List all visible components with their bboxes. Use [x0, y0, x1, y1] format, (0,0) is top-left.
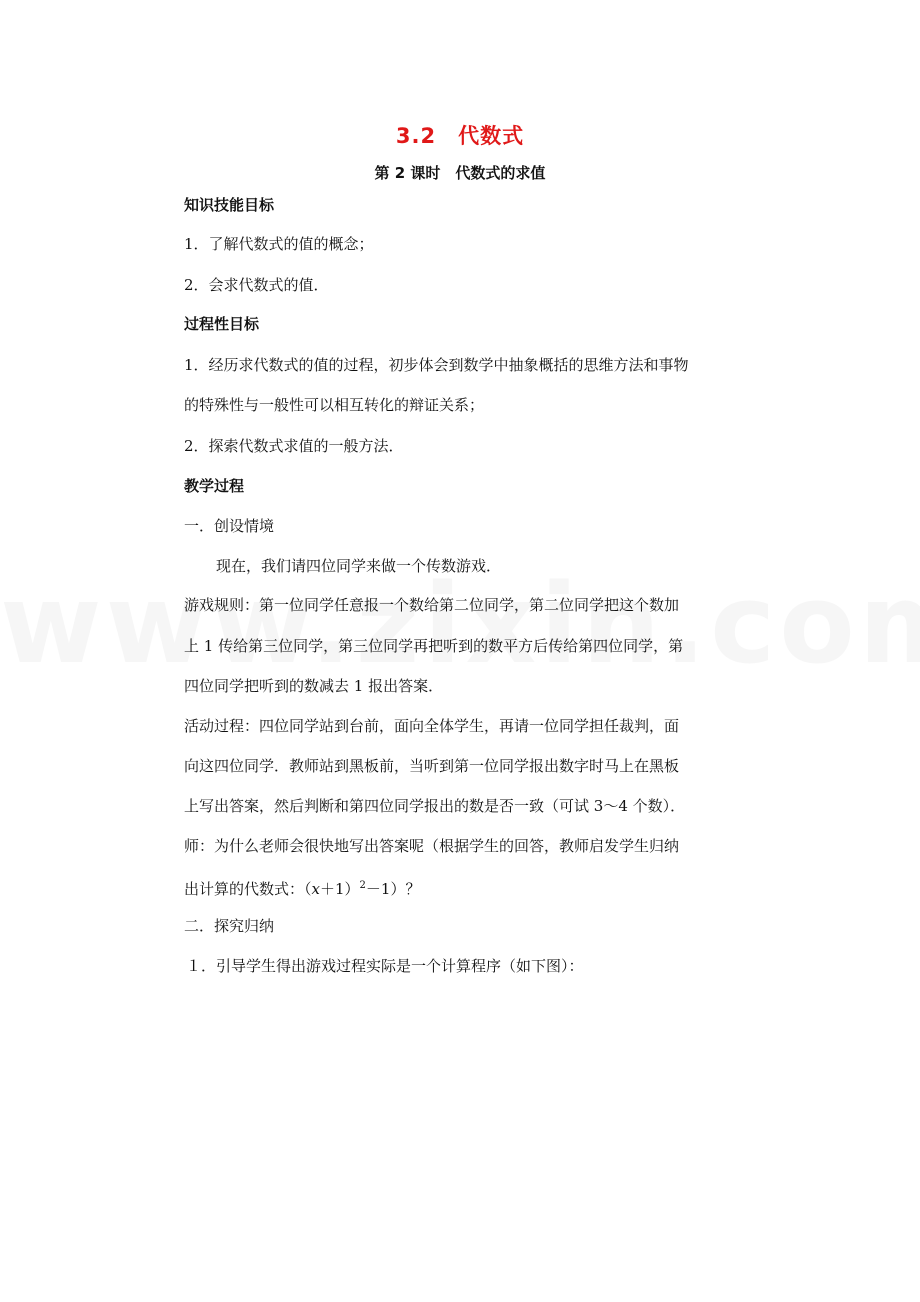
- teacher-line-1: 师：为什么老师会很快地写出答案呢（根据学生的回答，教师启发学生归纳: [184, 837, 680, 855]
- page-title: 3.2 代数式: [395, 124, 525, 148]
- process-item-1-line-2: 的特殊性与一般性可以相互转化的辩证关系；: [184, 396, 485, 414]
- process-heading: 过程性目标: [184, 315, 260, 333]
- formula-variable: x: [311, 880, 320, 898]
- page-subtitle: 第 2 课时 代数式的求值: [374, 164, 546, 182]
- part1-heading: 一．创设情境: [184, 517, 275, 535]
- teacher-line-2: [184, 876, 744, 899]
- watermark: [0, 560, 920, 688]
- formula-middle: ＋1）: [319, 880, 360, 898]
- part2-item-1: １．引导学生得出游戏过程实际是一个计算程序（如下图）：: [186, 957, 584, 975]
- activity-line-3: 上写出答案，然后判断和第四位同学报出的数是否一致（可试 3～4 个数）．: [184, 797, 686, 815]
- part2-heading: 二．探究归纳: [184, 917, 275, 935]
- rules-line-3: 四位同学把听到的数减去 1 报出答案．: [184, 677, 444, 695]
- knowledge-item-1: 1．了解代数式的值的概念；: [184, 235, 374, 253]
- part1-intro: 现在，我们请四位同学来做一个传数游戏．: [216, 557, 502, 575]
- rules-line-1: 游戏规则：第一位同学任意报一个数给第二位同学，第二位同学把这个数加: [184, 596, 680, 614]
- formula-suffix: －1）？: [365, 880, 421, 898]
- activity-line-1: 活动过程：四位同学站到台前，面向全体学生，再请一位同学担任裁判，面: [184, 717, 680, 735]
- formula-exponent: 2: [359, 880, 366, 891]
- knowledge-item-2: 2．会求代数式的值．: [184, 276, 329, 294]
- activity-line-2: 向这四位同学．教师站到黑板前，当听到第一位同学报出数字时马上在黑板: [184, 757, 680, 775]
- rules-line-2: 上 1 传给第三位同学，第三位同学再把听到的数平方后传给第四位同学，第: [184, 637, 684, 655]
- formula-prefix: 出计算的代数式：（: [184, 880, 312, 898]
- process-item-1-line-1: 1．经历求代数式的值的过程，初步体会到数学中抽象概括的思维方法和事物: [184, 356, 689, 374]
- process-item-2: 2．探索代数式求值的一般方法．: [184, 437, 404, 455]
- teaching-heading: 教学过程: [184, 477, 245, 495]
- knowledge-heading: 知识技能目标: [184, 196, 275, 214]
